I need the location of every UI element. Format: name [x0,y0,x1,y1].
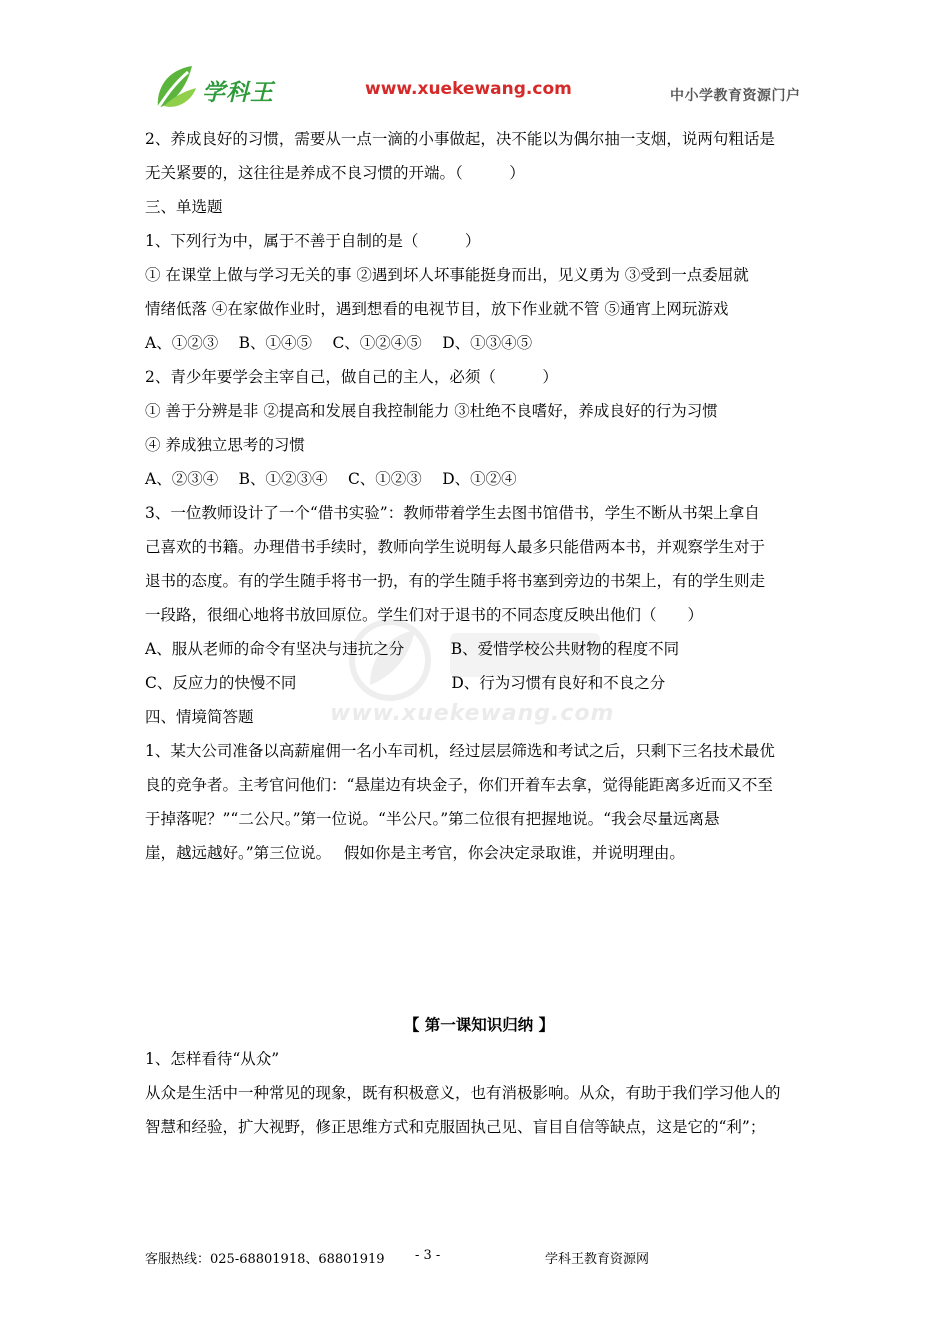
footer-page-number: - 3 - [415,1248,441,1263]
text-line: 无关紧要的，这往往是养成不良习惯的开端。（ ） [145,164,525,182]
page-header [0,0,950,125]
logo-text: 学科王 [202,80,274,106]
section-title: 【 第一课知识归纳 】 [403,1015,555,1034]
text-line: ④ 养成独立思考的习惯 [145,436,305,454]
text-line: 于掉落呢？”“二公尺。”第一位说。“半公尺。”第二位很有把握地说。“我会尽量远离悬 [145,810,720,828]
portal-label: 中小学教育资源门户 [670,88,801,104]
text-line: 从众是生活中一种常见的现象，既有积极意义，也有消极影响。从众，有助于我们学习他人的 [145,1084,781,1102]
section-heading: 三、单选题 [145,198,223,216]
text-line: 情绪低落 ④在家做作业时，遇到想看的电视节目，放下作业就不管 ⑤通宵上网玩游戏 [145,300,729,318]
text-line: 良的竞争者。主考官问他们：“悬崖边有块金子，你们开着车去拿，觉得能距离多近而又不至 [145,776,773,794]
text-line: 退书的态度。有的学生随手将书一扔，有的学生随手将书塞到旁边的书架上，有的学生则走 [145,572,766,590]
text-line: ① 善于分辨是非 ②提高和发展自我控制能力 ③杜绝不良嗜好，养成良好的行为习惯 [145,402,718,420]
question: 1、某大公司准备以高薪雇佣一名小车司机，经过层层筛选和考试之后，只剩下三名技术最优 [145,742,775,760]
logo [152,62,292,118]
section-heading: 四、情境简答题 [145,708,254,726]
question: 1、下列行为中，属于不善于自制的是（ ） [145,232,481,250]
spacer [145,870,813,1008]
text-line: 己喜欢的书籍。办理借书手续时，教师向学生说明每人最多只能借两本书，并观察学生对于 [145,538,766,556]
footer-hotline: 客服热线：025-68801918、68801919 [145,1252,385,1267]
answer-options: A、服从老师的命令有坚决与违抗之分 B、爱惜学校公共财物的程度不同 [145,640,680,658]
document-body [145,122,813,1144]
question: 2、青少年要学会主宰自己，做自己的主人，必须（ ） [145,368,558,386]
answer-options: C、反应力的快慢不同 D、行为习惯有良好和不良之分 [145,674,666,692]
footer-site: 学科王教育资源网 [545,1252,650,1267]
text-line: ① 在课堂上做与学习无关的事 ②遇到坏人坏事能挺身而出，见义勇为 ③受到一点委屈就 [145,266,749,284]
leaf-logo-icon [152,62,200,112]
answer-options: A、①②③ B、①④⑤ C、①②④⑤ D、①③④⑤ [145,334,533,352]
text-line: 智慧和经验，扩大视野，修正思维方式和克服固执己见、盲目自信等缺点，这是它的“利”； [145,1118,766,1136]
watermark-text: www.xuekewang.com [330,701,615,726]
summary-heading: 1、怎样看待“从众” [145,1050,280,1068]
text-line: 崖，越远越好。”第三位说。 假如你是主考官，你会决定录取谁，并说明理由。 [145,844,685,862]
site-url-link[interactable]: www.xuekewang.com [365,79,572,99]
answer-options: A、②③④ B、①②③④ C、①②③ D、①②④ [145,470,517,488]
text-line: 一段路，很细心地将书放回原位。学生们对于退书的不同态度反映出他们（ ） [145,606,704,624]
question: 3、一位教师设计了一个“借书实验”：教师带着学生去图书馆借书，学生不断从书架上拿自 [145,504,760,522]
text-line: 2、养成良好的习惯，需要从一点一滴的小事做起，决不能以为偶尔抽一支烟，说两句粗话是 [145,130,775,148]
